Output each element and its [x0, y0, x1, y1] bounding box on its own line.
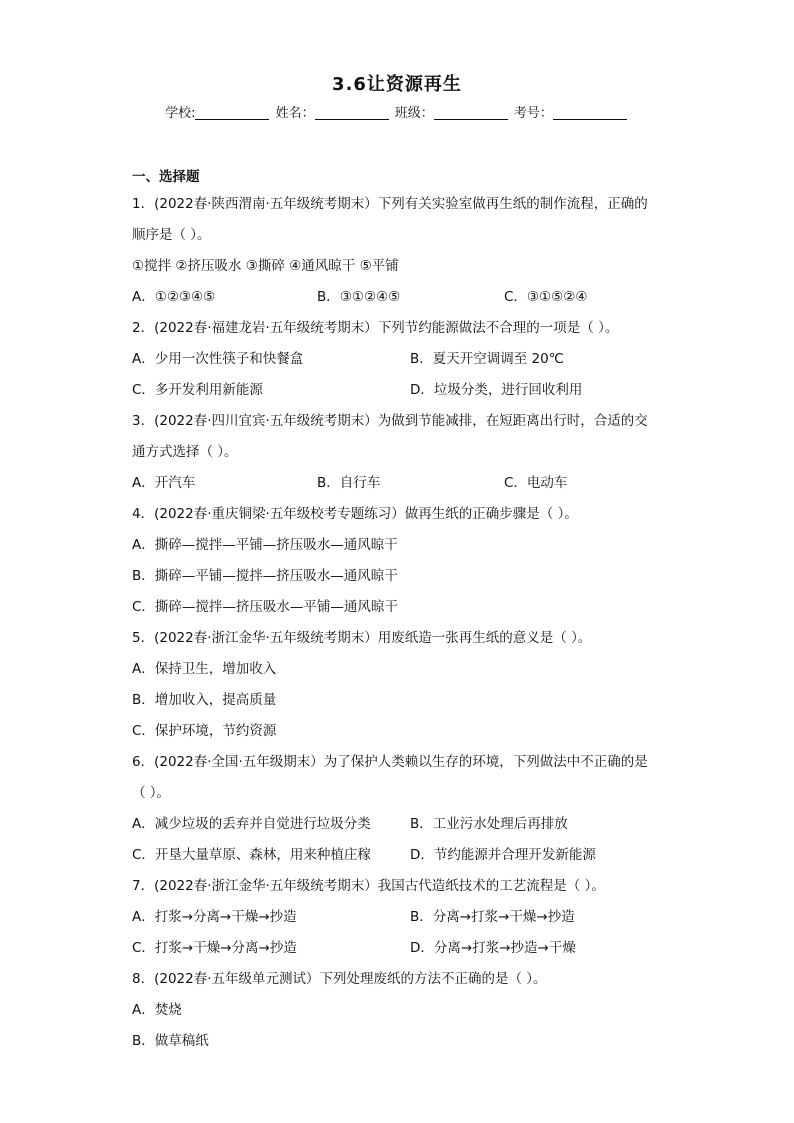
question-list: [132, 165, 666, 1057]
page-title: 3.6让资源再生: [332, 74, 462, 95]
option-c[interactable]: C．多开发利用新能源: [132, 382, 263, 398]
option-b[interactable]: B．做草稿纸: [132, 1033, 209, 1049]
option-d[interactable]: D．节约能源并合理开发新能源: [410, 847, 596, 863]
question-6-stem: 6．(2022春·全国·五年级期末）为了保护人类赖以生存的环境，下列做法中不正确的是: [132, 754, 648, 770]
option-b[interactable]: B．工业污水处理后再排放: [410, 816, 568, 832]
option-a[interactable]: A．减少垃圾的丢弃并自觉进行垃圾分类: [132, 816, 371, 832]
question-2-options-row2: [132, 375, 666, 406]
name-label: 姓名：: [275, 106, 315, 121]
option-c[interactable]: C．开垦大量草原、森林，用来种植庄稼: [132, 847, 371, 863]
option-a[interactable]: A．打浆→分离→干燥→抄造: [132, 909, 297, 925]
exam-no-label: 考号：: [513, 106, 553, 121]
option-b[interactable]: B．分离→打浆→干燥→抄造: [410, 909, 575, 925]
school-blank[interactable]: [195, 105, 269, 120]
question-3-options: [132, 468, 666, 499]
option-a[interactable]: A．撕碎—搅拌—平铺—挤压吸水—通风晾干: [132, 537, 398, 553]
question-1-stem-cont: 顺序是（ ）。: [132, 227, 211, 243]
option-b[interactable]: B．撕碎—平铺—搅拌—挤压吸水—通风晾干: [132, 568, 398, 584]
name-blank[interactable]: [315, 105, 389, 120]
question-8-stem: 8．(2022春·五年级单元测试）下列处理废纸的方法不正确的是（ ）。: [132, 971, 547, 987]
option-d[interactable]: D．分离→打浆→抄造→干燥: [410, 940, 576, 956]
question-2-stem: 2．(2022春·福建龙岩·五年级统考期末）下列节约能源做法不合理的一项是（ ）。: [132, 320, 619, 336]
class-label: 班级：: [394, 106, 434, 121]
option-a[interactable]: A．焚烧: [132, 1002, 182, 1018]
question-7-stem: 7．(2022春·浙江金华·五年级统考期末）我国古代造纸技术的工艺流程是（ ）。: [132, 878, 605, 894]
option-b[interactable]: B．夏天开空调调至 20℃: [410, 351, 564, 367]
question-7-options-row1: [132, 902, 666, 933]
option-a[interactable]: A．少用一次性筷子和快餐盒: [132, 351, 304, 367]
question-6-stem-cont: （ ）。: [132, 785, 171, 801]
question-1-steps: ①搅拌 ②挤压吸水 ③撕碎 ④通风晾干 ⑤平铺: [132, 258, 399, 274]
question-5-stem: 5．(2022春·浙江金华·五年级统考期末）用废纸造一张再生纸的意义是（ ）。: [132, 630, 592, 646]
question-6-options-row2: [132, 840, 666, 871]
option-b[interactable]: B．增加收入，提高质量: [132, 692, 277, 708]
option-d[interactable]: D．垃圾分类，进行回收利用: [410, 382, 583, 398]
option-b[interactable]: B．自行车: [317, 475, 381, 491]
question-3-stem: 3．(2022春·四川宜宾·五年级统考期末）为做到节能减排，在短距离出行时，合适的交: [132, 413, 648, 429]
class-blank[interactable]: [434, 105, 508, 120]
question-2-options-row1: [132, 344, 666, 375]
question-4-stem: 4．(2022春·重庆铜梁·五年级校考专题练习）做再生纸的正确步骤是（ ）。: [132, 506, 578, 522]
student-info-line: [0, 102, 794, 121]
option-c[interactable]: C．保护环境，节约资源: [132, 723, 277, 739]
option-a[interactable]: A．开汽车: [132, 475, 196, 491]
question-3-stem-cont: 通方式选择（ ）。: [132, 444, 238, 460]
option-c[interactable]: C．撕碎—搅拌—挤压吸水—平铺—通风晾干: [132, 599, 398, 615]
option-b[interactable]: B．③①②④⑤: [317, 289, 401, 305]
option-c[interactable]: C．打浆→干燥→分离→抄造: [132, 940, 297, 956]
option-c[interactable]: C．电动车: [504, 475, 568, 491]
question-1-stem: 1．(2022春·陕西渭南·五年级统考期末）下列有关实验室做再生纸的制作流程，正确的: [132, 196, 648, 212]
school-label: 学校:: [165, 106, 196, 121]
section-title: 一、选择题: [132, 169, 200, 185]
question-7-options-row2: [132, 933, 666, 964]
option-a[interactable]: A．①②③④⑤: [132, 289, 216, 305]
option-c[interactable]: C．③①⑤②④: [504, 289, 588, 305]
option-a[interactable]: A．保持卫生，增加收入: [132, 661, 277, 677]
question-6-options-row1: [132, 809, 666, 840]
question-1-options: [132, 282, 666, 313]
exam-no-blank[interactable]: [553, 105, 627, 120]
